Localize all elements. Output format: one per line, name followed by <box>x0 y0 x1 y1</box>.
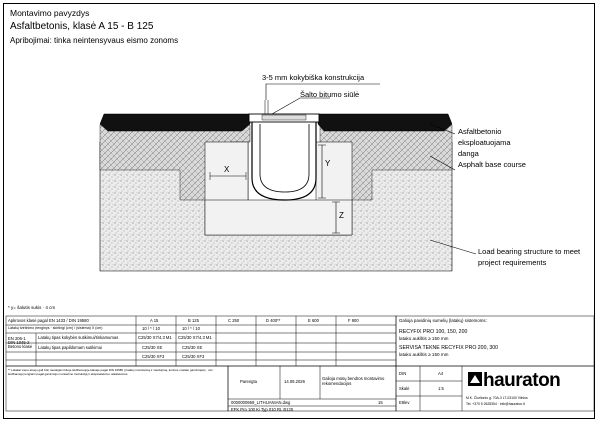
label-seam: Šalto bitumo siūlė <box>300 90 360 99</box>
header-title: Asfaltbetonis, klasė A 15 - B 125 <box>10 21 154 32</box>
class-a15: A 15 <box>150 318 159 323</box>
company-logo: hauraton <box>483 370 561 391</box>
row5-b125: C25/30 XF3 <box>182 354 205 359</box>
row3-a15: C25/30 X7/4.3 M1 <box>138 335 172 340</box>
label-asphalt-3: danga <box>458 149 479 158</box>
product-heading: Galioja pavidinių sumelių (latakų) sistemoms: <box>399 318 487 323</box>
note: Galioja mūsų bendros montavimo rekomendacijos <box>322 376 385 387</box>
company-address: M.K. Čiurlionio g. 70A-3 LT-03100 Vilnius <box>466 396 528 400</box>
page-number: 15 <box>378 400 383 405</box>
date: 14.09.2026 <box>284 379 305 384</box>
footnote: * y= šalutis sukis · 4 cm <box>8 305 56 310</box>
label-asphalt-1: Asfaltbetonio <box>458 127 502 136</box>
row3-b125: C25/30 X7/4.3 M1 <box>178 335 212 340</box>
row4-label: Latakų tipas papildomam sutikimui <box>38 345 103 350</box>
label-asphalt-2: eksploatuojama <box>458 138 511 147</box>
row4-b125: C25/30 XE <box>182 345 203 350</box>
row4-a15: C25/30 XE <box>142 345 163 350</box>
scale-value: 1:5 <box>438 386 444 391</box>
scale-label: Skalė <box>399 386 410 391</box>
channel-body <box>252 118 316 200</box>
product-line-2: latako aukštis ≥ 150 mm <box>399 336 449 341</box>
header-line-1: Montavimo pavyzdys <box>10 8 90 18</box>
class-e600: E 600 <box>308 318 319 323</box>
concrete-bed <box>205 200 352 235</box>
class-f900: F 900 <box>348 318 359 323</box>
din-label: DIN <box>399 371 407 376</box>
product-line-3: SERVISA TEKNE RECYFIX PRO 200, 300 <box>399 345 498 351</box>
dim-z: Z <box>339 211 344 220</box>
class-d400: D 400** <box>266 318 281 323</box>
drawing-no: 0000000959_LITHUANIAN.dwg <box>231 400 291 405</box>
side-label-3: Betono klasė <box>8 344 33 349</box>
label-load-1: Load bearing structure to meet <box>478 247 581 256</box>
hauraton-logo-icon <box>468 372 482 386</box>
row2-label: Latakų tvirtinimo įrenginys · skirtingi (cm) / (sistema) X (cm) <box>8 326 103 330</box>
side-label-2: DIN 1045-2 <box>8 340 30 345</box>
label-gap: 3-5 mm kokybiška konstrukcija <box>262 73 365 82</box>
leader-seam <box>272 98 330 114</box>
class-c250: C 250 <box>228 318 240 323</box>
label-asphalt-4: Asphalt base course <box>458 160 526 169</box>
product-line-1: RECYFIX PRO 100, 150, 200 <box>399 329 468 335</box>
row2-a15: 10 / * / 10 <box>142 326 160 331</box>
row2-b125: 10 / * / 10 <box>182 326 200 331</box>
header-restriction: Apribojimai: tinka neintensyvaus eismo zonoms <box>10 36 179 45</box>
company-contact: Tel. +370 5 2628354 · info@hauraton.lt <box>466 402 525 406</box>
product-line-4: latako aukštis ≥ 150 mm <box>399 352 449 357</box>
row3-label: Latakų tipas kokybės sutikimui/tinkamumas <box>38 335 119 340</box>
dim-x: X <box>224 165 230 174</box>
row5-a15: C25/30 XF3 <box>142 354 165 359</box>
label-load-2: project requirements <box>478 258 547 267</box>
legal-text: ** Latakai vienu atveju gali būti naudojami kitoje leidžiamojoje klasėje pagal DIN 19580 (į latakų montavimą ir naudojimą, kuriuos nustato gamintojas) · visi leidžiamieji įrengiami pagal gamintojo montavimo instrukciją ir eksploatavimo reikalavimus. <box>8 368 213 376</box>
code-label: E6lev <box>399 400 410 405</box>
row1-label: Apkrovos klasė pagal EN 1433 / DIN 19580 <box>8 318 89 323</box>
dim-y: Y <box>325 159 331 168</box>
parengta-label: Parengta <box>240 379 257 384</box>
asphalt-top-right <box>318 114 452 131</box>
product-code: EFK Pro 100 Ki Typ 010 RL B125 <box>231 407 294 412</box>
side-label-1: EN 206-1 <box>8 336 26 341</box>
din-value: A4 <box>438 371 444 376</box>
asphalt-top-left <box>100 114 250 131</box>
class-b125: B 125 <box>188 318 199 323</box>
